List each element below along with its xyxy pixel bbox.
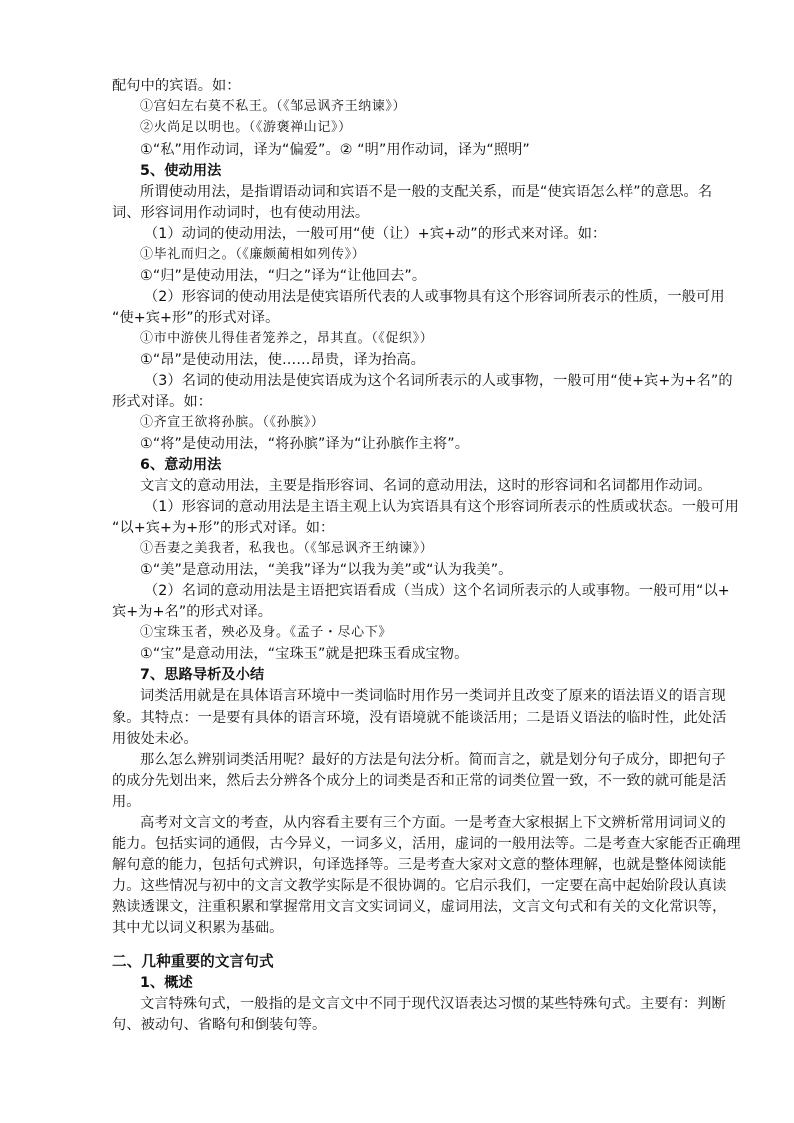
example-line: ②火尚足以明也。（《游褒禅山记》）: [140, 120, 352, 135]
body-line: 词、形容词用作动词时，也有使动用法。: [112, 205, 370, 221]
body-line: 高考对文言文的考查，从内容看主要有三个方面。一是考查大家根据上下文辨析常用词词义的: [140, 815, 726, 831]
body-line: 那么怎么辨别词类活用呢？最好的方法是句法分析。简而言之，就是划分句子成分，即把句子: [140, 752, 726, 768]
explanation-line: ①“将”是使动用法，“将孙膑”译为“让孙膑作主将”。: [140, 436, 469, 452]
explanation-line: ①“宝”是意动用法，“宝珠玉”就是把珠玉看成宝物。: [140, 646, 469, 662]
example-line: ①齐宣王欲将孙膑。（《孙膑》）: [140, 415, 325, 430]
body-line: （2）名词的意动用法是主语把宾语看成（当成）这个名词所表示的人或事物。一般可用“以+: [144, 583, 730, 599]
body-line: （2）形容词的使动用法是使宾语所代表的人或事物具有这个形容词所表示的性质，一般可用: [144, 289, 725, 305]
example-line: ①吾妻之美我者，私我也。（《邹忌讽齐王纳谏》）: [140, 541, 434, 556]
body-line: 所谓使动用法，是指谓语动词和宾语不是一般的支配关系，而是“使宾语怎么样”的意思。名: [140, 184, 713, 200]
body-line: 形式对译。如：: [112, 394, 213, 410]
explanation-line: ①“美”是意动用法，“美我”译为“以我为美”或“认为我美”。: [140, 562, 513, 578]
body-line: （3）名词的使动用法是使宾语成为这个名词所表示的人或事物，一般可用“使+宾+为+名”的: [144, 373, 733, 389]
section-heading-1: 1、概述: [140, 975, 193, 991]
body-line: “以+宾+为+形”的形式对译。如：: [112, 520, 335, 536]
section-heading-6: 6、意动用法: [140, 457, 222, 473]
body-line: 能力。包括实词的通假，古今异义，一词多义，活用，虚词的一般用法等。二是考查大家能否正确理: [112, 836, 741, 852]
body-line: 宾+为+名”的形式对译。: [112, 604, 273, 620]
body-line: 用。: [112, 794, 141, 810]
body-line: 力。这些情况与初中的文言文教学实际是不很协调的。它启示我们，一定要在高中起始阶段认真读: [112, 878, 727, 894]
body-line: 象。其特点：一是要有具体的语言环境，没有语境就不能谈活用；二是语义语法的临时性，此处活: [112, 710, 727, 726]
example-line: ①市中游侠儿得佳者笼养之，昂其直。（《促织》）: [140, 331, 434, 346]
body-line: 文言文的意动用法，主要是指形容词、名词的意动用法，这时的形容词和名词都用作动词。: [140, 478, 712, 494]
explanation-line: ①“昂”是使动用法，使……昂贵，译为抬高。: [140, 352, 425, 368]
chapter-heading-2: 二、几种重要的文言句式: [112, 953, 274, 970]
body-line: “使+宾+形”的形式对译。: [112, 310, 280, 326]
body-line: （1）形容词的意动用法是主语主观上认为宾语具有这个形容词所表示的性质或状态。一般可用: [144, 499, 739, 515]
body-line: 熟读透课文，注重积累和掌握常用文言文实词词义，虚词用法，文言文句式和有关的文化常识等，: [112, 899, 727, 915]
section-heading-7: 7、思路导析及小结: [140, 667, 265, 683]
example-line: ①毕礼而归之。（《廉颇蔺相如列传》）: [140, 247, 366, 262]
section-heading-5: 5、使动用法: [140, 163, 222, 179]
body-line: 词类活用就是在具体语言环境中一类词临时用作另一类词并且改变了原来的语法语义的语言现: [140, 688, 726, 704]
body-line: 其中尤以词义积累为基础。: [112, 920, 284, 936]
body-line: （1）动词的使动用法，一般可用“使（让）+宾+动”的形式来对译。如：: [144, 226, 607, 242]
body-line: 解句意的能力，包括句式辨识，句译选择等。三是考查大家对文意的整体理解，也就是整体阅读能: [112, 857, 727, 873]
body-line: 配句中的宾语。如：: [112, 78, 241, 94]
explanation-line: ①“归”是使动用法，“归之”译为“让他回去”。: [140, 268, 427, 284]
example-line: ①宫妇左右莫不私王。（《邹忌讽齐王纳谏》）: [140, 99, 407, 114]
body-line: 用彼处未必。: [112, 731, 198, 747]
example-line: ①宝珠玉者，殃必及身。《孟子・尽心下》: [140, 625, 392, 640]
body-line: 文言特殊句式，一般指的是文言文中不同于现代汉语表达习惯的某些特殊句式。主要有：判断: [140, 996, 726, 1012]
explanation-line: ①“私”用作动词，译为“偏爱”。② “明”用作动词，译为“照明”: [140, 142, 530, 158]
body-line: 的成分先划出来，然后去分辨各个成分上的词类是否和正常的词类位置一致，不一致的就可能是活: [112, 773, 727, 789]
body-line: 句、被动句、省略句和倒装句等。: [112, 1017, 327, 1033]
